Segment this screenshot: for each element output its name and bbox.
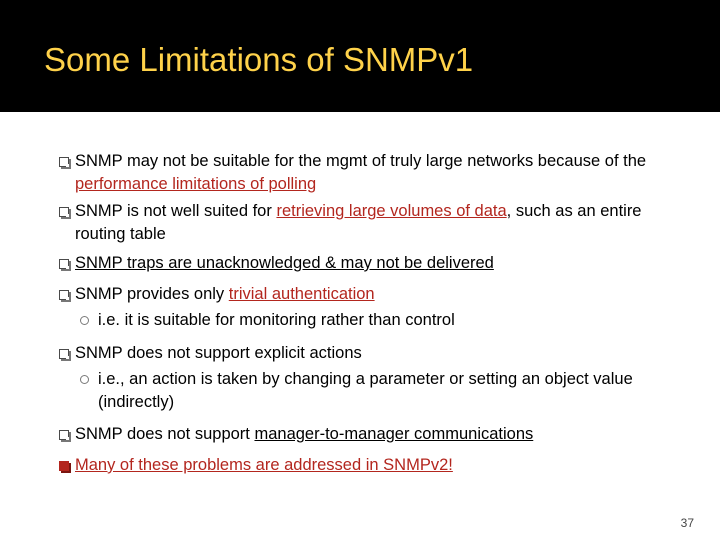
highlight-text: retrieving large volumes of data — [276, 202, 507, 220]
title-bar — [0, 0, 720, 112]
circle-bullet-icon — [80, 316, 89, 325]
filled-square-bullet-icon — [59, 461, 69, 471]
circle-bullet-icon — [80, 375, 89, 384]
highlight-text: trivial authentication — [228, 285, 375, 303]
highlight-text: Many of these problems are addressed in SNMPv2! — [75, 456, 453, 474]
checkbox-bullet-icon — [59, 430, 69, 440]
highlight-text: performance limitations of polling — [75, 175, 317, 193]
checkbox-bullet-icon — [59, 207, 69, 217]
page-number: 37 — [680, 516, 694, 530]
underlined-text: SNMP traps are unacknowledged & may not be delivered — [75, 254, 494, 272]
underlined-text: manager-to-manager communications — [254, 425, 534, 443]
checkbox-bullet-icon — [59, 290, 69, 300]
checkbox-bullet-icon — [59, 259, 69, 269]
slide-title: Some Limitations of SNMPv1 — [44, 41, 474, 78]
checkbox-bullet-icon — [59, 349, 69, 359]
checkbox-bullet-icon — [59, 157, 69, 167]
